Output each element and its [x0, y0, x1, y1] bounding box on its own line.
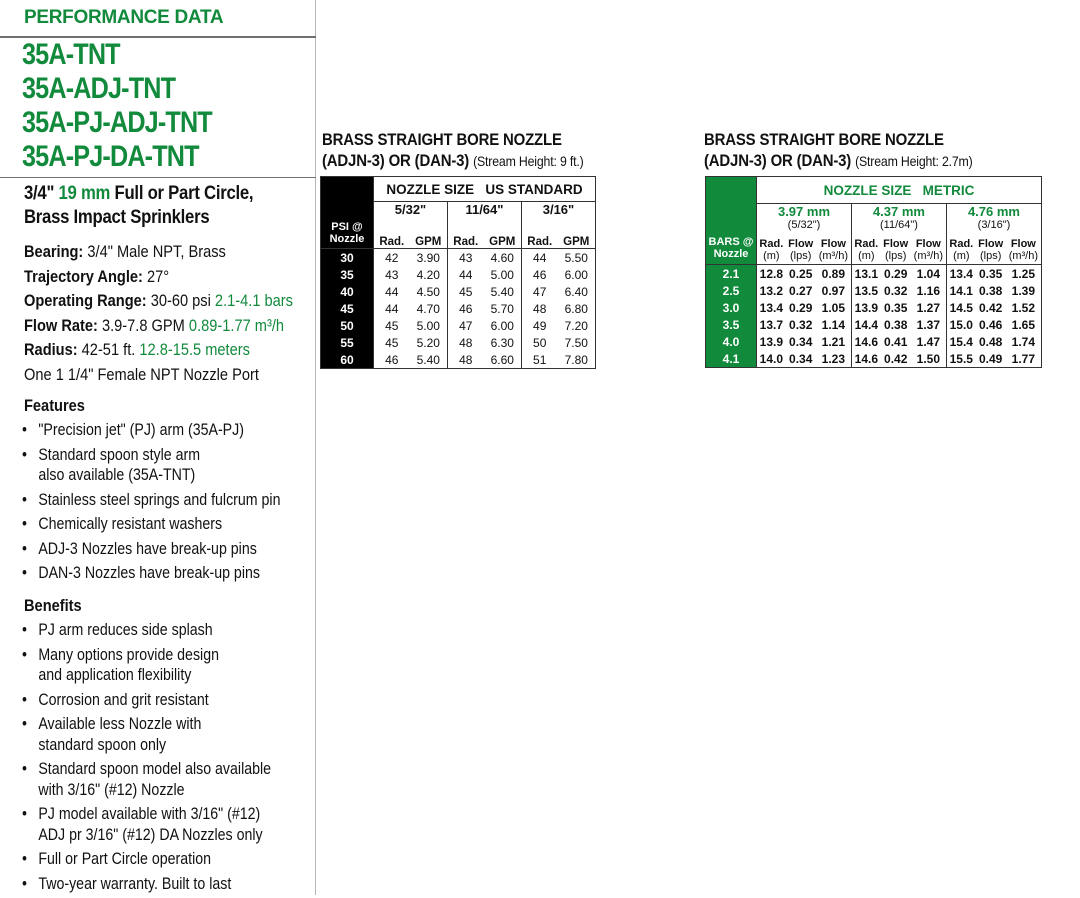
us-value-cell: 46	[521, 266, 557, 283]
metric-stream-height: (Stream Height: 2.7m)	[855, 153, 973, 169]
metric-value-cell: 13.9	[851, 299, 880, 316]
table-row	[706, 333, 1042, 350]
metric-title-line2: (ADJN-3) OR (DAN-3)	[704, 151, 852, 170]
metric-value-cell: 14.4	[851, 316, 880, 333]
feature-item	[22, 445, 296, 486]
metric-value-cell: 13.1	[851, 265, 880, 283]
us-value-cell: 6.40	[564, 284, 588, 299]
metric-value-cell: 0.42	[979, 300, 1003, 315]
feature-item	[22, 539, 296, 560]
metric-col-name: Flow	[820, 238, 846, 250]
feature-item	[22, 490, 296, 511]
us-value-cell: 48	[447, 334, 483, 351]
metric-performance-table	[705, 176, 1042, 368]
metric-value-cell: 1.25	[1006, 265, 1042, 283]
us-performance-table	[320, 176, 596, 369]
bullet-icon: •	[22, 690, 27, 709]
feature-item-text: "Precision jet" (PJ) arm (35A-PJ)	[38, 421, 244, 439]
spec-nozzle-port	[24, 363, 293, 388]
metric-col-name: Rad.	[949, 238, 974, 250]
metric-col-header	[946, 234, 975, 265]
us-psi-cell: 50	[321, 317, 374, 334]
benefit-item-text: Two-year warranty. Built to last	[38, 874, 232, 893]
us-stream-height: (Stream Height: 9 ft.)	[473, 153, 584, 169]
benefit-item	[22, 874, 296, 895]
metric-size-in: (3/16")	[977, 219, 1011, 231]
models-divider	[0, 177, 316, 178]
metric-value-cell: 0.89	[816, 265, 852, 283]
us-psi-cell: 45	[321, 300, 374, 317]
bullet-icon: •	[22, 850, 27, 868]
feature-item	[22, 563, 296, 584]
us-col-gpm: GPM	[563, 236, 590, 248]
benefits-list	[22, 620, 341, 898]
metric-col-unit: (lps)	[979, 250, 1002, 262]
metric-size-mm: 4.37 mm	[872, 204, 925, 219]
metric-col-unit: (lps)	[885, 250, 907, 262]
us-title-line1: BRASS STRAIGHT BORE NOZZLE	[322, 130, 562, 149]
metric-size-in: (5/32")	[787, 219, 821, 231]
us-value-cell: 7.50	[564, 335, 588, 350]
metric-value-cell: 0.97	[821, 283, 846, 298]
metric-value-cell: 1.27	[916, 300, 941, 315]
spec-radius	[24, 338, 293, 363]
metric-value-cell: 14.0	[757, 350, 786, 368]
metric-value-cell: 0.25	[786, 265, 816, 283]
spec-metric: 12.8-15.5 meters	[139, 340, 250, 360]
metric-col-name: Flow	[788, 238, 814, 250]
table-row	[321, 317, 596, 334]
metric-col-header	[881, 234, 911, 265]
bullet-icon: •	[22, 874, 27, 893]
feature-item	[22, 514, 296, 535]
metric-value-cell: 0.46	[979, 317, 1003, 332]
metric-value-cell: 0.38	[979, 283, 1003, 298]
performance-data-header: PERFORMANCE DATA	[24, 7, 224, 28]
us-value-cell: 7.20	[564, 318, 588, 333]
metric-value-cell: 1.04	[911, 265, 947, 283]
us-value-cell: 48	[447, 351, 483, 369]
us-value-cell: 48	[521, 300, 557, 317]
metric-value-cell: 1.21	[821, 334, 846, 349]
spec-trajectory	[24, 265, 293, 290]
us-col-rad: Rad.	[521, 224, 557, 249]
metric-nozzle-size	[757, 204, 852, 235]
us-value-cell: 45	[374, 317, 410, 334]
metric-value-cell: 14.1	[946, 282, 975, 299]
benefit-item	[22, 714, 296, 755]
us-value-cell: 7.80	[564, 352, 588, 367]
metric-value-cell: 0.48	[979, 334, 1003, 349]
us-value-cell: 6.00	[564, 267, 588, 282]
metric-col-name: Flow	[978, 238, 1004, 250]
bullet-icon: •	[22, 515, 27, 533]
metric-size-mm: 3.97 mm	[777, 204, 831, 219]
us-value-cell: 50	[521, 334, 557, 351]
benefit-item	[22, 620, 296, 641]
us-value-cell: 45	[447, 283, 483, 300]
spec-metric: 2.1-4.1 bars	[214, 291, 293, 311]
metric-value-cell: 1.65	[1011, 317, 1036, 332]
metric-col-header	[757, 234, 786, 265]
table-row	[706, 316, 1042, 333]
metric-nozzle-size	[851, 204, 946, 235]
spec-operating-range	[24, 289, 293, 314]
us-value-cell: 5.70	[490, 301, 514, 316]
us-value-cell: 3.90	[410, 249, 448, 267]
us-value-cell: 6.80	[564, 301, 588, 316]
table-row	[706, 265, 1042, 283]
metric-value-cell: 1.77	[1011, 351, 1036, 366]
us-value-cell: 5.20	[416, 335, 440, 350]
us-header-row	[321, 177, 596, 202]
us-psi-cell: 40	[321, 283, 374, 300]
model-name: 35A-ADJ-TNT	[22, 72, 176, 105]
product-sidebar	[0, 0, 316, 895]
metric-col-name: Flow	[1010, 238, 1036, 250]
spec-list	[24, 240, 337, 388]
metric-bar-cell: 2.1	[706, 265, 757, 283]
bullet-icon: •	[22, 805, 27, 823]
us-value-cell: 5.40	[490, 284, 514, 299]
metric-header-row	[706, 177, 1042, 204]
table-row	[321, 334, 596, 351]
metric-value-cell: 0.34	[789, 351, 813, 366]
metric-col-header	[851, 234, 880, 265]
metric-bar-cell: 3.0	[706, 299, 757, 316]
product-subtitle	[24, 182, 253, 230]
bullet-icon: •	[22, 421, 27, 439]
features-list	[22, 420, 341, 588]
metric-value-cell: 1.47	[916, 334, 941, 349]
metric-value-cell: 1.52	[1011, 300, 1036, 315]
us-value-cell: 44	[521, 249, 557, 267]
metric-value-cell: 0.27	[789, 283, 813, 298]
subtitle-size-in: 3/4"	[24, 183, 59, 204]
benefit-item-text: PJ arm reduces side splash	[38, 621, 213, 639]
spec-bearing	[24, 240, 293, 265]
subtitle-size-mm: 19 mm	[58, 183, 111, 204]
benefit-item	[22, 759, 296, 800]
metric-value-cell: 15.4	[946, 333, 975, 350]
feature-item-text: Stainless steel springs and fulcrum pin	[38, 490, 281, 509]
metric-value-cell: 0.38	[884, 317, 908, 332]
benefit-item-text: Many options provide design and application flexibility	[38, 645, 219, 684]
metric-nozzle-size	[946, 204, 1041, 235]
spec-label: Flow Rate:	[24, 315, 98, 335]
model-name: 35A-TNT	[22, 38, 120, 71]
metric-col-row	[706, 234, 1042, 265]
table-row	[321, 283, 596, 300]
metric-value-cell: 0.29	[789, 300, 813, 315]
us-psi-cell: 35	[321, 266, 374, 283]
table-row	[321, 351, 596, 369]
metric-value-cell: 14.6	[851, 350, 880, 368]
metric-value-cell: 0.41	[884, 334, 908, 349]
us-col-gpm: GPM	[489, 236, 516, 248]
us-value-cell: 44	[447, 266, 483, 283]
metric-value-cell: 13.2	[757, 282, 786, 299]
metric-size-in: (11/64")	[880, 219, 918, 231]
us-value-cell: 4.70	[416, 301, 440, 316]
spec-value: 27°	[142, 266, 170, 286]
us-value-cell: 5.00	[490, 267, 514, 282]
spec-value: One 1 1/4" Female NPT Nozzle Port	[24, 364, 259, 384]
metric-table-title	[704, 129, 973, 172]
us-col-rad: Rad.	[374, 224, 410, 249]
us-nozzle-size-header: NOZZLE SIZE US STANDARD	[374, 177, 596, 202]
metric-value-cell: 0.32	[789, 317, 813, 332]
subtitle-circle: Full or Part Circle,	[110, 183, 254, 204]
metric-size-row	[706, 204, 1042, 235]
us-value-cell: 6.00	[490, 318, 514, 333]
metric-value-cell: 15.5	[946, 350, 975, 368]
model-list	[22, 38, 248, 174]
metric-value-cell: 12.8	[757, 265, 786, 283]
us-nozzle-size: 3/16"	[521, 202, 595, 225]
metric-col-unit: (m)	[858, 250, 875, 262]
metric-value-cell: 1.39	[1011, 283, 1036, 298]
metric-value-cell: 14.6	[851, 333, 880, 350]
metric-bar-cell: 4.1	[706, 350, 757, 368]
us-value-cell: 46	[447, 300, 483, 317]
us-title-line2: (ADJN-3) OR (DAN-3)	[322, 151, 470, 170]
metric-value-cell: 0.29	[881, 265, 911, 283]
table-row	[706, 282, 1042, 299]
spec-value: 3.9-7.8 GPM	[97, 315, 189, 335]
feature-item-text: Chemically resistant washers	[38, 515, 223, 533]
metric-row-label: BARS @ Nozzle	[706, 177, 757, 265]
metric-value-cell: 0.35	[884, 300, 908, 315]
benefit-item-text: Available less Nozzle with standard spoon only	[38, 715, 202, 754]
bullet-icon: •	[22, 760, 27, 778]
us-value-cell: 4.50	[416, 284, 440, 299]
bullet-icon: •	[22, 645, 27, 664]
us-value-cell: 46	[374, 351, 410, 369]
metric-bar-cell: 3.5	[706, 316, 757, 333]
metric-col-unit: (m³/h)	[1008, 250, 1039, 262]
us-value-cell: 5.40	[416, 352, 440, 367]
spec-value: 42-51 ft.	[77, 340, 140, 360]
us-col-gpm: GPM	[415, 236, 442, 248]
metric-col-name: Rad.	[759, 238, 784, 250]
benefit-item-text: PJ model available with 3/16" (#12) ADJ pr 3/16" (#12) DA Nozzles only	[38, 805, 263, 844]
metric-value-cell: 0.49	[979, 351, 1003, 366]
bullet-icon: •	[22, 715, 27, 733]
benefit-item-text: Corrosion and grit resistant	[38, 690, 209, 709]
feature-item-text: ADJ-3 Nozzles have break-up pins	[38, 539, 257, 558]
benefit-item	[22, 849, 296, 870]
metric-col-unit: (m³/h)	[818, 250, 849, 262]
metric-value-cell: 14.5	[946, 299, 975, 316]
us-value-cell: 43	[447, 249, 483, 267]
metric-nozzle-size-header: NOZZLE SIZE METRIC	[757, 177, 1042, 204]
us-value-cell: 44	[374, 283, 410, 300]
spec-label: Operating Range:	[24, 291, 147, 311]
table-row	[321, 266, 596, 283]
us-value-cell: 4.20	[416, 267, 440, 282]
spec-label: Bearing:	[24, 242, 84, 261]
metric-value-cell: 0.42	[884, 351, 908, 366]
us-psi-cell: 55	[321, 334, 374, 351]
bullet-icon: •	[22, 490, 27, 509]
metric-title-line1: BRASS STRAIGHT BORE NOZZLE	[704, 130, 944, 149]
table-row	[706, 350, 1042, 368]
metric-value-cell: 1.50	[916, 351, 941, 366]
metric-value-cell: 1.74	[1011, 334, 1036, 349]
us-value-cell: 6.60	[490, 352, 514, 367]
metric-value-cell: 0.32	[884, 283, 908, 298]
feature-item	[22, 420, 296, 441]
metric-value-cell: 13.4	[946, 265, 975, 283]
benefit-item-text: Full or Part Circle operation	[38, 850, 212, 868]
metric-value-cell: 0.34	[789, 334, 813, 349]
metric-col-name: Rad.	[854, 238, 879, 250]
us-value-cell: 44	[374, 300, 410, 317]
bullet-icon: •	[22, 621, 27, 639]
us-value-cell: 45	[374, 334, 410, 351]
metric-col-header	[911, 234, 947, 265]
metric-value-cell: 1.37	[916, 317, 941, 332]
us-value-cell: 47	[447, 317, 483, 334]
spec-flow-rate	[24, 314, 293, 339]
metric-bar-cell: 2.5	[706, 282, 757, 299]
metric-col-header	[816, 234, 852, 265]
bullet-icon: •	[22, 564, 27, 582]
spec-label: Trajectory Angle:	[24, 266, 143, 286]
benefit-item-text: Standard spoon model also available with 3/16" (#12) Nozzle	[38, 760, 272, 799]
metric-col-header	[1006, 234, 1042, 265]
us-row-label: PSI @ Nozzle	[321, 177, 374, 249]
metric-col-name: Flow	[883, 238, 909, 250]
model-name: 35A-PJ-ADJ-TNT	[22, 106, 212, 139]
us-value-cell: 47	[521, 283, 557, 300]
benefit-item	[22, 645, 296, 686]
metric-value-cell: 1.14	[821, 317, 846, 332]
us-nozzle-size: 11/64"	[447, 202, 521, 225]
metric-value-cell: 1.23	[821, 351, 846, 366]
metric-value-cell: 1.05	[821, 300, 846, 315]
spec-label: Radius:	[24, 340, 78, 360]
benefit-item	[22, 690, 296, 711]
spec-metric: 0.89-1.77 m³/h	[188, 315, 285, 335]
us-value-cell: 43	[374, 266, 410, 283]
metric-col-name: Flow	[915, 238, 941, 250]
benefits-title: Benefits	[24, 596, 82, 615]
us-value-cell: 51	[521, 351, 557, 369]
us-value-cell: 5.50	[558, 249, 596, 267]
us-psi-cell: 30	[321, 249, 374, 267]
features-title: Features	[24, 396, 85, 415]
metric-value-cell: 15.0	[946, 316, 975, 333]
feature-item-text: Standard spoon style arm also available (35A-TNT)	[38, 445, 201, 484]
metric-col-header	[786, 234, 816, 265]
us-table-title	[322, 129, 584, 172]
spec-value: 3/4" Male NPT, Brass	[83, 242, 226, 261]
metric-col-unit: (m³/h)	[913, 250, 943, 262]
us-value-cell: 5.00	[416, 318, 440, 333]
metric-value-cell: 13.5	[851, 282, 880, 299]
us-value-cell: 4.60	[484, 249, 522, 267]
model-name: 35A-PJ-DA-TNT	[22, 140, 199, 173]
metric-col-unit: (lps)	[790, 250, 812, 262]
bullet-icon: •	[22, 539, 27, 558]
us-value-cell: 42	[374, 249, 410, 267]
us-col-rad: Rad.	[447, 224, 483, 249]
table-row	[321, 249, 596, 267]
table-row	[321, 300, 596, 317]
metric-value-cell: 13.4	[757, 299, 786, 316]
us-value-cell: 6.30	[490, 335, 514, 350]
metric-value-cell: 13.7	[757, 316, 786, 333]
metric-col-unit: (m)	[953, 250, 970, 262]
metric-size-mm: 4.76 mm	[967, 204, 1020, 219]
table-row	[706, 299, 1042, 316]
metric-value-cell: 0.35	[976, 265, 1006, 283]
subtitle-type: Brass Impact Sprinklers	[24, 207, 210, 228]
us-psi-cell: 60	[321, 351, 374, 369]
metric-col-unit: (m)	[763, 250, 780, 262]
feature-item-text: DAN-3 Nozzles have break-up pins	[38, 564, 260, 582]
metric-value-cell: 1.16	[916, 283, 941, 298]
bullet-icon: •	[22, 445, 27, 464]
metric-col-header	[976, 234, 1006, 265]
us-nozzle-size: 5/32"	[374, 202, 448, 225]
us-value-cell: 49	[521, 317, 557, 334]
spec-value: 30-60 psi	[146, 291, 215, 311]
metric-value-cell: 13.9	[757, 333, 786, 350]
benefit-item	[22, 804, 296, 845]
metric-bar-cell: 4.0	[706, 333, 757, 350]
